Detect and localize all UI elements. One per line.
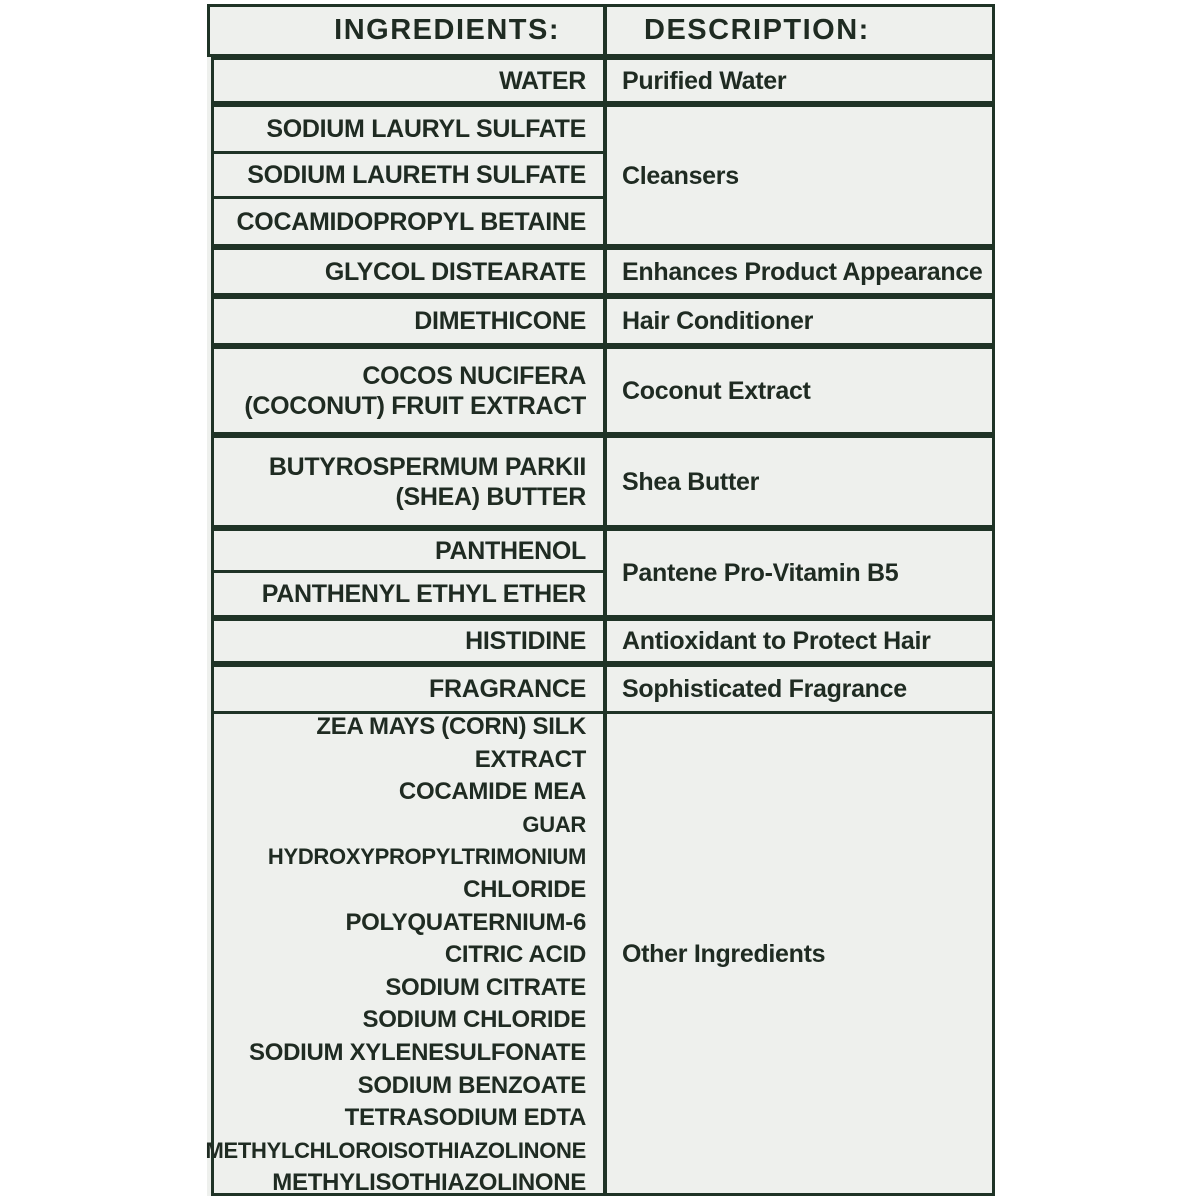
ingredient-butyrospermum-parkii: BUTYROSPERMUM PARKII (SHEA) BUTTER bbox=[211, 435, 607, 528]
other-ingredient: METHYLISOTHIAZOLINONE bbox=[272, 1169, 586, 1197]
ingredient-panthenol: PANTHENOL bbox=[211, 528, 607, 573]
description-conditioner: Hair Conditioner bbox=[603, 296, 995, 346]
other-ingredient: CHLORIDE bbox=[463, 876, 586, 904]
ingredient-histidine: HISTIDINE bbox=[211, 618, 607, 664]
ingredient-dimethicone: DIMETHICONE bbox=[211, 296, 607, 346]
ingredient-water: WATER bbox=[211, 57, 607, 104]
other-ingredient: SODIUM CHLORIDE bbox=[362, 1006, 586, 1034]
other-ingredient: SODIUM XYLENESULFONATE bbox=[249, 1038, 586, 1066]
description-coconut: Coconut Extract bbox=[603, 346, 995, 435]
description-fragrance: Sophisticated Fragrance bbox=[603, 664, 995, 714]
description-antioxidant: Antioxidant to Protect Hair bbox=[603, 618, 995, 664]
other-ingredient: COCAMIDE MEA bbox=[398, 778, 586, 806]
description-appearance: Enhances Product Appearance bbox=[603, 247, 995, 296]
other-ingredient: ZEA MAYS (CORN) SILK bbox=[316, 713, 586, 741]
other-ingredient: METHYLCHLOROISOTHIAZOLINONE bbox=[205, 1137, 586, 1163]
ingredient-cocamidopropyl-betaine: COCAMIDOPROPYL BETAINE bbox=[211, 196, 607, 247]
description-pro-vitamin: Pantene Pro-Vitamin B5 bbox=[603, 528, 995, 618]
ingredients-header: INGREDIENTS: bbox=[207, 4, 607, 57]
ingredient-other-list bbox=[205, 711, 607, 1197]
other-ingredient: GUAR HYDROXYPROPYLTRIMONIUM bbox=[267, 811, 586, 870]
description-cleansers: Cleansers bbox=[603, 104, 995, 247]
description-shea: Shea Butter bbox=[603, 435, 995, 528]
description-other: Other Ingredients bbox=[603, 711, 995, 1196]
ingredient-panthenyl-ethyl-ether: PANTHENYL ETHYL ETHER bbox=[211, 570, 607, 618]
ingredient-glycol-distearate: GLYCOL DISTEARATE bbox=[211, 247, 607, 296]
other-ingredient: TETRASODIUM EDTA bbox=[344, 1104, 586, 1132]
other-ingredient: SODIUM BENZOATE bbox=[357, 1071, 586, 1099]
description-header: DESCRIPTION: bbox=[603, 4, 995, 57]
ingredient-sodium-lauryl-sulfate: SODIUM LAURYL SULFATE bbox=[211, 104, 607, 154]
description-water: Purified Water bbox=[603, 57, 995, 104]
other-ingredient: CITRIC ACID bbox=[444, 941, 586, 969]
ingredient-cocos-nucifera: COCOS NUCIFERA (COCONUT) FRUIT EXTRACT bbox=[211, 346, 607, 435]
ingredient-sodium-laureth-sulfate: SODIUM LAURETH SULFATE bbox=[211, 151, 607, 199]
other-ingredient: SODIUM CITRATE bbox=[385, 973, 586, 1001]
other-ingredient: POLYQUATERNIUM-6 bbox=[345, 908, 586, 936]
ingredient-fragrance: FRAGRANCE bbox=[211, 664, 607, 714]
other-ingredient: EXTRACT bbox=[474, 745, 586, 773]
